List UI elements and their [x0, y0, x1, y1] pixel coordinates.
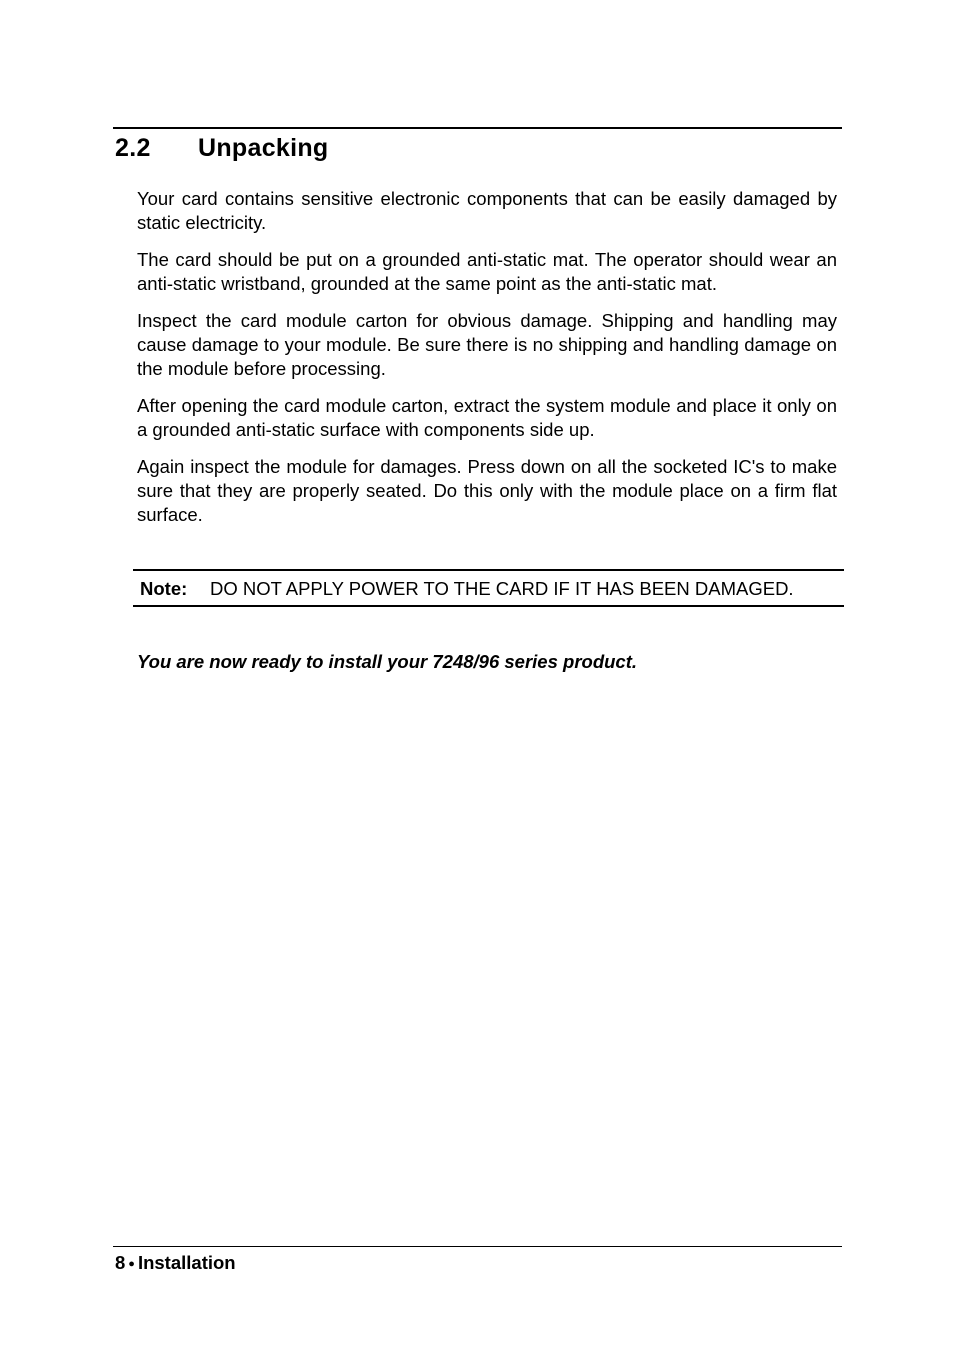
note-label: Note:	[140, 578, 188, 599]
heading-rule	[113, 127, 842, 129]
page-footer	[115, 1251, 236, 1276]
ready-statement: You are now ready to install your 7248/96 series product.	[137, 651, 638, 672]
paragraph: Inspect the card module carton for obvious damage. Shipping and handling may cause damage to your module. Be sure there is no shipping and handling damage on the module before processing.	[137, 310, 837, 379]
section-heading	[115, 134, 329, 163]
footer-section: Installation	[137, 1252, 236, 1273]
note-box	[133, 569, 844, 607]
footer-rule	[113, 1246, 842, 1247]
section-title: Unpacking	[198, 134, 329, 162]
paragraph: Again inspect the module for damages. Press down on all the socketed IC's to make sure that they are properly seated. Do this only with the module place on a firm flat surface.	[137, 456, 837, 525]
footer-bullet-icon: ●	[128, 1258, 135, 1271]
paragraph: The card should be put on a grounded anti-static mat. The operator should wear an anti-static wristband, grounded at the same point as the anti-static mat.	[137, 249, 837, 294]
paragraph: After opening the card module carton, extract the system module and place it only on a grounded anti-static surface with components side up.	[137, 395, 837, 440]
page-number: 8	[115, 1252, 126, 1273]
section-number: 2.2	[115, 134, 151, 162]
paragraph: Your card contains sensitive electronic components that can be easily damaged by static electricity.	[137, 188, 837, 233]
note-text: DO NOT APPLY POWER TO THE CARD IF IT HAS BEEN DAMAGED.	[210, 578, 794, 599]
body-text	[137, 187, 837, 540]
